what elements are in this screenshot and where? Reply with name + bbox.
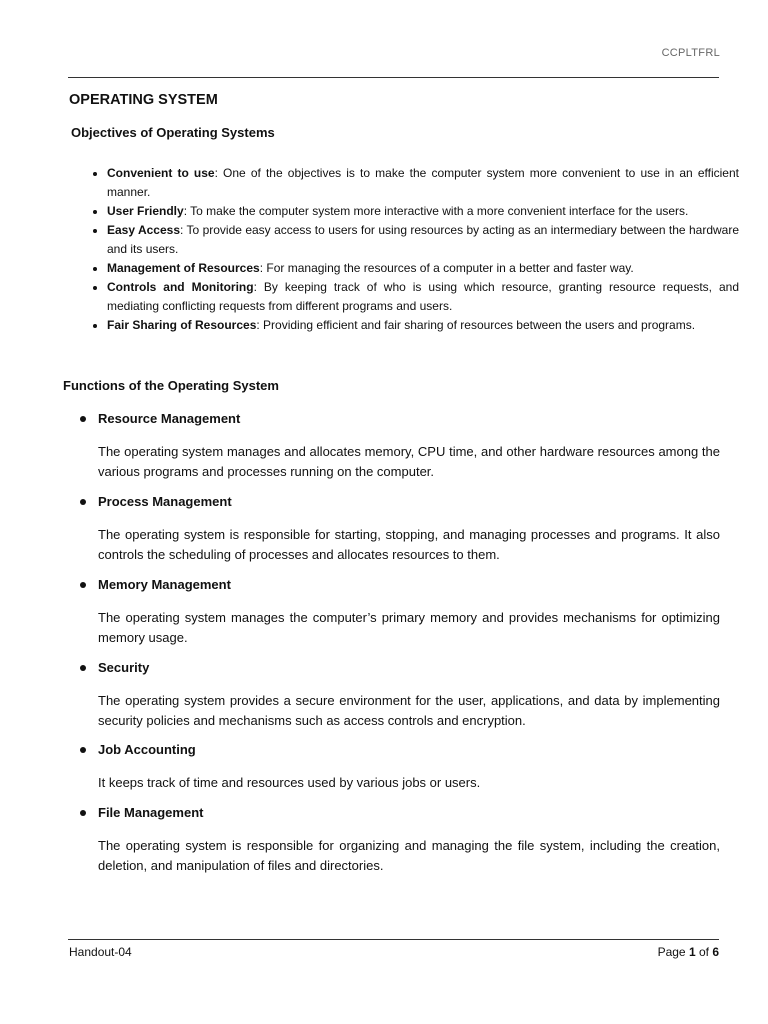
footer-handout-label: Handout-04 xyxy=(69,945,132,959)
function-section xyxy=(80,659,720,731)
bullet-icon xyxy=(80,810,86,816)
objective-term: Easy Access xyxy=(107,223,181,237)
current-page: 1 xyxy=(688,945,696,959)
objective-text: : To make the computer system more interactive with a more convenient interface for the users. xyxy=(183,204,689,218)
list-item xyxy=(107,202,739,221)
objective-text: : For managing the resources of a computer in a better and faster way. xyxy=(259,261,634,275)
function-title: Memory Management xyxy=(80,576,720,594)
function-section xyxy=(80,804,720,876)
header-code: CCPLTFRL xyxy=(661,47,720,59)
functions-heading: Functions of the Operating System xyxy=(63,378,279,393)
objective-text: : To provide easy access to users for using resources by acting as an intermediary between the hardware and its users. xyxy=(107,223,740,256)
objective-term: Controls and Monitoring xyxy=(107,280,254,294)
objective-term: Management of Resources xyxy=(107,261,260,275)
function-title: Resource Management xyxy=(80,410,720,428)
objective-term: Convenient to use xyxy=(107,166,215,180)
list-item xyxy=(107,316,739,335)
objective-term: User Friendly xyxy=(107,204,184,218)
header-divider xyxy=(68,77,719,78)
function-title: File Management xyxy=(80,804,720,822)
list-item xyxy=(107,221,739,259)
objectives-list xyxy=(88,164,739,335)
function-description: The operating system manages and allocates memory, CPU time, and other hardware resources among the various programs and processes running on the computer. xyxy=(98,444,720,479)
page-title: OPERATING SYSTEM xyxy=(69,92,218,108)
function-description: It keeps track of time and resources used by various jobs or users. xyxy=(98,775,481,790)
function-title: Job Accounting xyxy=(80,741,720,759)
footer-divider xyxy=(68,939,719,940)
function-description: The operating system is responsible for starting, stopping, and managing processes and programs. It also controls the scheduling of processes and allocates resources to them. xyxy=(98,527,720,562)
bullet-icon xyxy=(80,665,86,671)
function-title: Process Management xyxy=(80,493,720,511)
function-section xyxy=(80,576,720,648)
total-pages: 6 xyxy=(712,945,719,959)
function-description: The operating system provides a secure environment for the user, applications, and data by implementing security policies and mechanisms such as access controls and encryption. xyxy=(98,693,720,728)
function-description: The operating system is responsible for organizing and managing the file system, including the creation, deletion, and manipulation of files and directories. xyxy=(98,838,720,873)
objective-text: : By keeping track of who is using which resource, granting resource requests, and mediating conflicting requests from different programs and users. xyxy=(107,280,739,313)
page-indicator: Page 1 of 6 xyxy=(657,945,719,959)
bullet-icon xyxy=(80,582,86,588)
list-item xyxy=(107,259,739,278)
function-section xyxy=(80,493,720,565)
function-description: The operating system manages the computer’s primary memory and provides mechanisms for optimizing memory usage. xyxy=(98,610,720,645)
objective-term: Fair Sharing of Resources xyxy=(107,318,257,332)
bullet-icon xyxy=(80,499,86,505)
list-item xyxy=(107,278,739,316)
bullet-icon xyxy=(80,747,86,753)
list-item xyxy=(107,164,739,202)
function-section xyxy=(80,410,720,482)
objective-text: : One of the objectives is to make the computer system more convenient to use in an efficient manner. xyxy=(107,166,739,199)
objectives-heading: Objectives of Operating Systems xyxy=(71,125,275,140)
objective-text: : Providing efficient and fair sharing of resources between the users and programs. xyxy=(256,318,696,332)
function-section xyxy=(80,741,720,793)
bullet-icon xyxy=(80,416,86,422)
function-title: Security xyxy=(80,659,720,677)
